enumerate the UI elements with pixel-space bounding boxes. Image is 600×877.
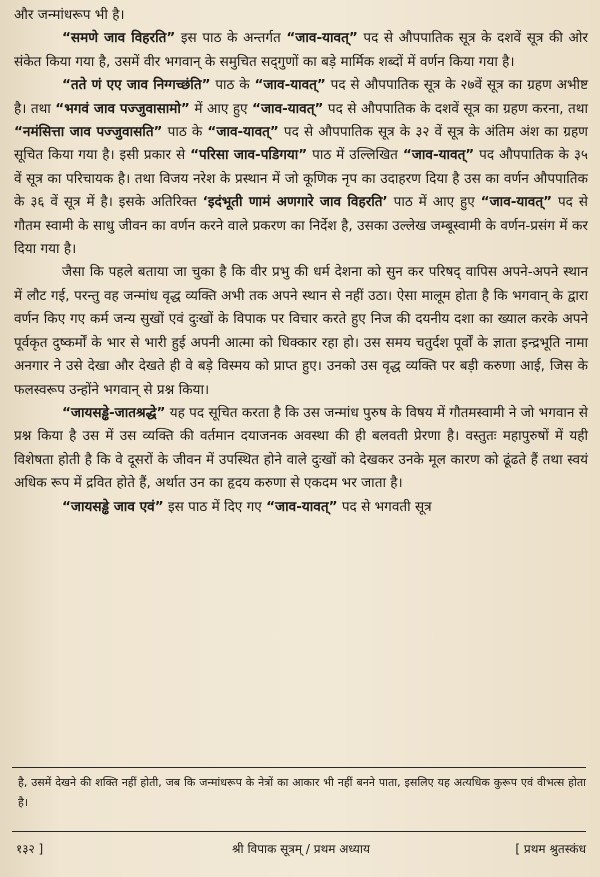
text-run: इस पाठ के अन्तर्गत [175,30,287,47]
quoted-phrase: “जाव-यावत्” [207,124,279,141]
section-title: [ प्रथम श्रुतस्कंध [515,842,586,856]
quoted-phrase: “समणे जाव विहरति” [62,30,176,47]
paragraph-6 [14,496,588,519]
footnote: है, उसमें देखने की शक्ति नहीं होती, जब कि जन्मांधरूप के नेत्रों का आकार भी नहीं बनने पाता, इसलिए यह अत्यधिक कुरूप एवं वीभत्स होता है। [18,776,586,809]
quoted-phrase: “तते णं एए जाव निग्गच्छंति” [62,77,211,94]
text-run: इस पाठ में दिए गए [163,498,267,515]
paragraph-2 [14,27,588,74]
running-title: श्री विपाक सूत्रम् / प्रथम अध्याय [232,842,370,856]
quoted-phrase: ‘इदंभूती णामं अणगारे जाव विहरति’ [202,194,388,211]
footer-divider [12,831,586,832]
text-run: पद औपपातिक के ३५ वें सूत्र का परिचायक है। तथा विजय नरेश के प्रस्थान में जो कूणिक नृप का उदाहरण दिया है उस का वर्णन औपपातिक के ३६ वें सूत्र में है। इसके अतिरिक्त [14,147,589,211]
quoted-phrase: “जाव-यावत्” [480,194,553,211]
quoted-phrase: “जाव-यावत्” [266,498,338,515]
quoted-phrase: “जायसड्ढे-जातश्रद्धे” [62,404,166,421]
text-run: पाठ में उल्लिखित [307,147,403,164]
page-number: १३२ ] [16,842,44,856]
text-run: पाठ के [210,77,255,94]
quoted-phrase: “भगवं जाव पज्जुवासामो” [55,100,190,117]
text-run: पद से औपपातिक सूत्र के ३२ वें सूत्र के अंतिम अंश का ग्रहण सूचित किया गया है। इसी प्रकार से [14,124,588,164]
quoted-phrase: “परिसा जाव-पडिगया” [190,147,308,164]
text-run: पद से भगवती सूत्र [337,498,432,515]
text-run: पाठ के [162,124,208,141]
text-run: पद से औपपातिक सूत्र के दशवें सूत्र की ओर संकेत किया गया है, उसमें वीर भगवान् के समुचित सद्‌गुणों का बड़े मार्मिक शब्दों में वर्णन किया गया है। [14,30,588,70]
text-run: पद से औपपातिक के दशवें सूत्र का ग्रहण करना, तथा [323,100,589,117]
footnote-divider [12,767,586,768]
quoted-phrase: “जायसड्ढे जाव एवं” [62,498,164,515]
quoted-phrase: “जाव-यावत्” [286,30,358,47]
paragraph-4: जैसा कि पहले बताया जा चुका है कि वीर प्रभु की धर्म देशना को सुन कर परिषद् वापिस अपने-अपने स्थान में लौट गई, परन्तु वह जन्मांध वृद्ध व्यक्ति अभी तक अपने स्थान से नहीं उठा। ऐसा मालूम होता है कि भगवान् के द्वारा वर्णन किए गए कर्म जन्य सुखों एवं दुःखों के विपाक पर विचार करते हुए निज की दयनीय दशा का ख्याल करके अपने पूर्वकृत दुष्कर्मों के भार से भारी हुई अपनी आत्मा को धिक्कार रहा हो। उस समय चतुर्दश पूर्वों के ज्ञाता इन्द्रभूति नामा अनगार ने उसे देखा और देखते ही वे बड़े विस्मय को प्राप्त हुए। उनको उस वृद्ध व्यक्ति पर बड़ी करुणा आई, जिस के फलस्वरूप उन्होंने भगवान् से प्रश्न किया। [14,264,588,398]
quoted-phrase: “जाव-यावत्” [402,147,475,164]
text-run: पद से गौतम स्वामी के साधु जीवन का वर्णन करने वाले प्रकरण का निर्देश है, उसका उल्लेख जम्बूस्वामी के वर्णन-प्रसंग में कर दिया गया है। [14,194,588,258]
text-run: पाठ में आए हुए [387,194,481,211]
paragraph-1: और जन्मांधरूप भी है। [14,7,125,23]
text-run: यह पद सूचित करता है कि उस जन्मांध पुरुष के विषय में गौतमस्वामी ने जो भगवान से प्रश्न किया है उस में उस व्यक्ति की वर्तमान दयाजनक अवस्था की ही बलवती प्रेरणा है। वस्तुतः महापुरुषों में यही विशेषता होती है कि वे दूसरों के जीवन में उपस्थित होने वाले दुःखों को देखकर उनके मूल कारण को ढूंढते हैं तथा स्वयं अधिक रूप में द्रवित होते हैं, अर्थात उन का हृदय करुणा से एकदम भर जाता है। [14,404,588,492]
text-run: में आए हुए [189,100,253,117]
main-text [14,4,588,519]
paragraph-5 [14,402,588,496]
quoted-phrase: “जाव-यावत्” [254,77,326,94]
quoted-phrase: “जाव-यावत्” [252,100,324,117]
paragraph-3 [14,74,588,261]
text-run: पद से औपपातिक सूत्र के २७वें सूत्र का ग्रहण अभीष्ट है। तथा [14,77,589,117]
quoted-phrase: “नमंसित्ता जाव पज्जुवासति” [14,124,163,141]
